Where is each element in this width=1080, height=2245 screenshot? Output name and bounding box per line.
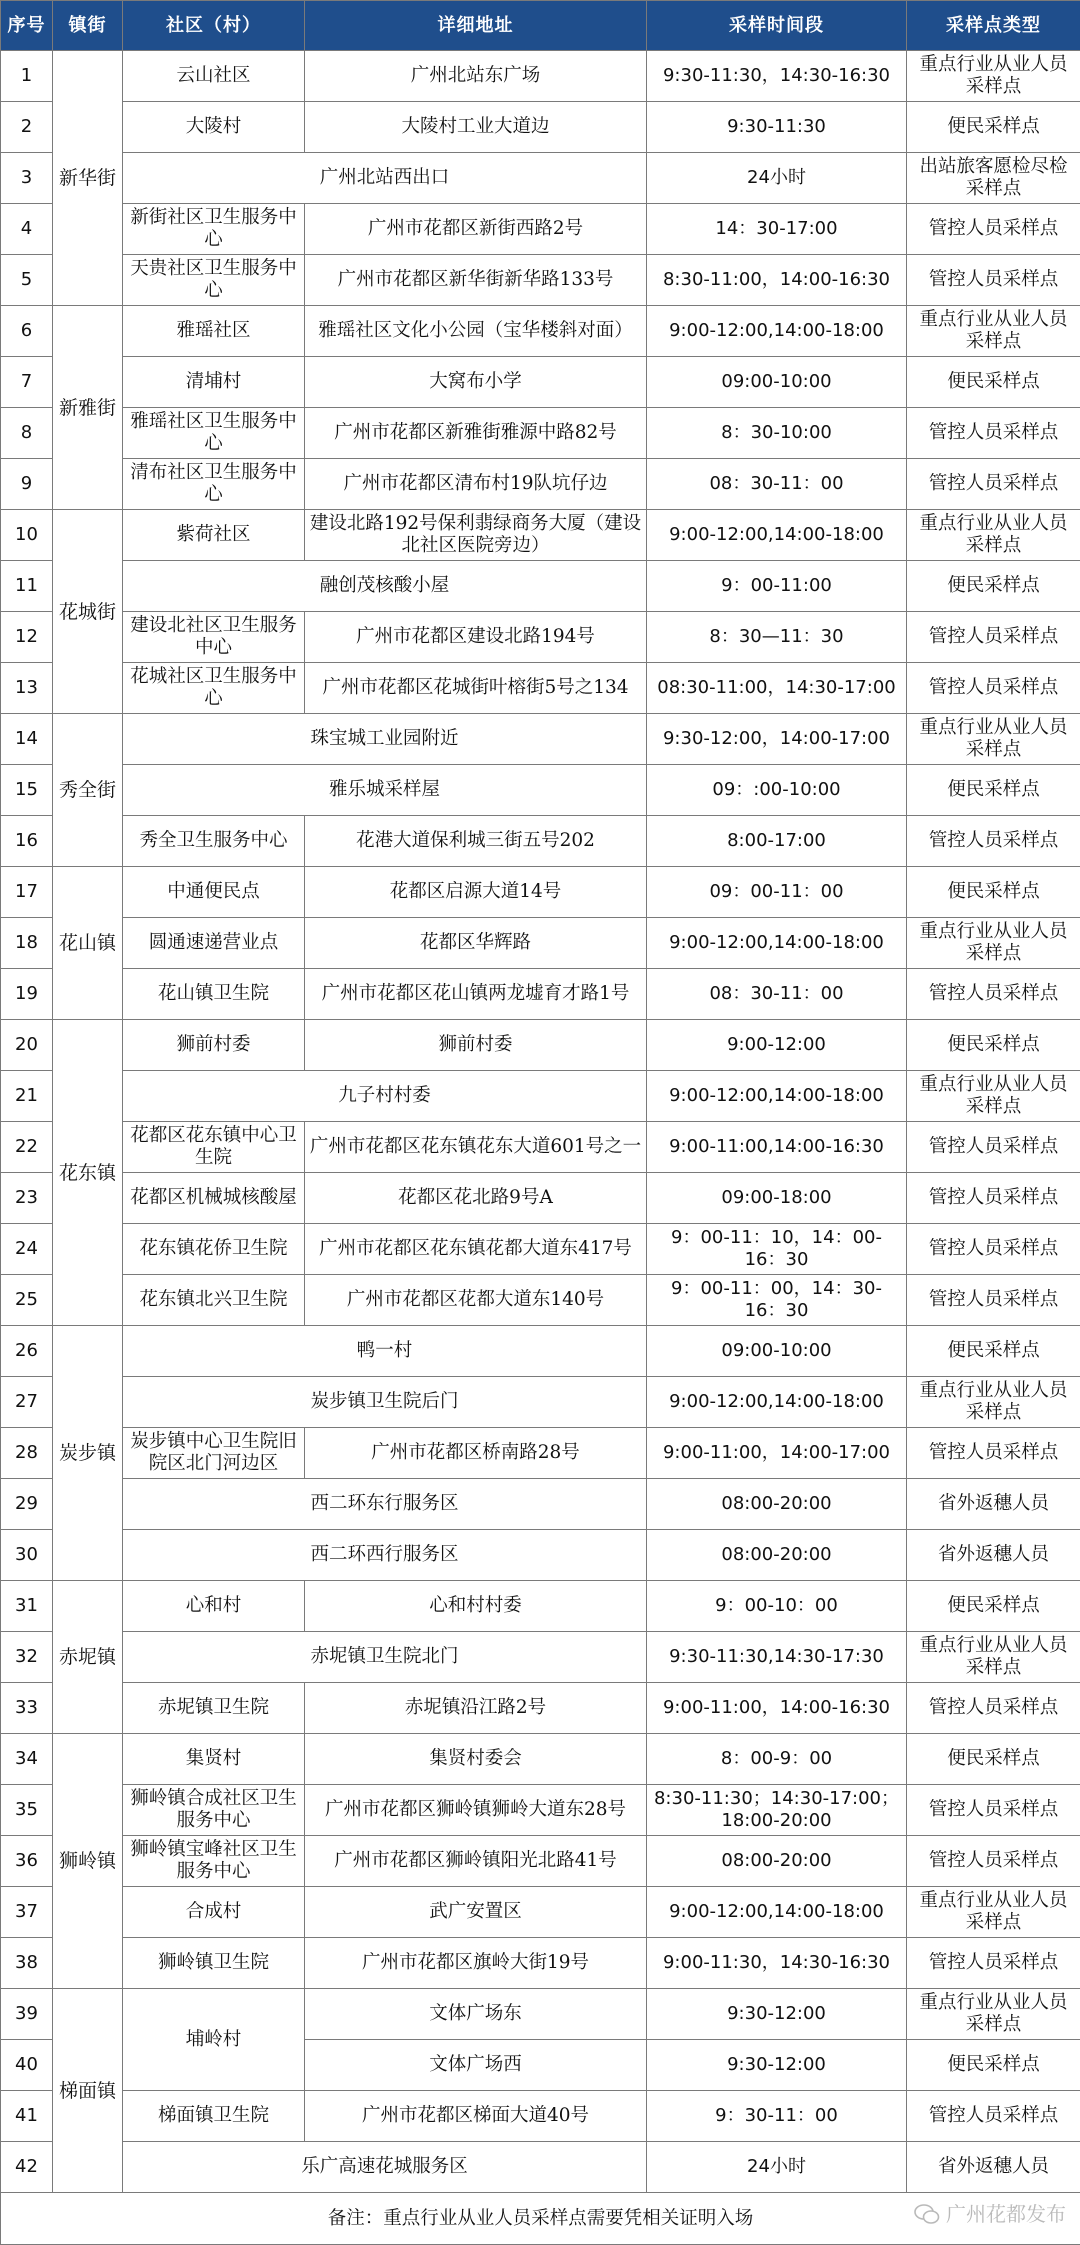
row-index: 21 [1, 1071, 53, 1122]
row-index: 8 [1, 408, 53, 459]
header-time: 采样时间段 [647, 1, 907, 51]
type-cell: 管控人员采样点 [907, 1173, 1080, 1224]
table-row [1, 204, 1080, 255]
row-index: 12 [1, 612, 53, 663]
town-cell: 梯面镇 [53, 1989, 123, 2193]
type-cell: 便民采样点 [907, 102, 1080, 153]
row-index: 16 [1, 816, 53, 867]
header-town: 镇街 [53, 1, 123, 51]
community-cell: 紫荷社区 [123, 510, 305, 561]
time-cell: 9:30-11:30 [647, 102, 907, 153]
table-row [1, 408, 1080, 459]
table-row [1, 102, 1080, 153]
address-cell: 心和村村委 [305, 1581, 647, 1632]
time-cell: 9:00-11:00，14:00-16:30 [647, 1683, 907, 1734]
type-cell: 重点行业从业人员采样点 [907, 714, 1080, 765]
time-cell: 8:30-11:30；14:30-17:00；18:00-20:00 [647, 1785, 907, 1836]
address-cell: 广州市花都区花都大道东140号 [305, 1275, 647, 1326]
community-cell: 花东镇北兴卫生院 [123, 1275, 305, 1326]
type-cell: 管控人员采样点 [907, 1275, 1080, 1326]
time-cell: 14：30-17:00 [647, 204, 907, 255]
type-cell: 便民采样点 [907, 765, 1080, 816]
community-cell: 集贤村 [123, 1734, 305, 1785]
time-cell: 24小时 [647, 153, 907, 204]
address-cell: 文体广场西 [305, 2040, 647, 2091]
time-cell: 9:00-12:00,14:00-18:00 [647, 918, 907, 969]
address-cell: 广州市花都区桥南路28号 [305, 1428, 647, 1479]
community-cell: 雅瑶社区 [123, 306, 305, 357]
row-index: 32 [1, 1632, 53, 1683]
table-row [1, 51, 1080, 102]
type-cell: 管控人员采样点 [907, 1224, 1080, 1275]
table-row [1, 1326, 1080, 1377]
row-index: 39 [1, 1989, 53, 2040]
address-cell: 广州市花都区清布村19队坑仔边 [305, 459, 647, 510]
merged-location-cell: 鸭一村 [123, 1326, 647, 1377]
row-index: 30 [1, 1530, 53, 1581]
community-cell: 新街社区卫生服务中心 [123, 204, 305, 255]
row-index: 31 [1, 1581, 53, 1632]
table-row [1, 1122, 1080, 1173]
time-cell: 8：30—11：30 [647, 612, 907, 663]
town-cell: 秀全街 [53, 714, 123, 867]
table-row [1, 867, 1080, 918]
table-row [1, 816, 1080, 867]
time-cell: 09:00-18:00 [647, 1173, 907, 1224]
row-index: 23 [1, 1173, 53, 1224]
type-cell: 管控人员采样点 [907, 255, 1080, 306]
type-cell: 重点行业从业人员采样点 [907, 918, 1080, 969]
row-index: 17 [1, 867, 53, 918]
community-cell: 狮前村委 [123, 1020, 305, 1071]
table-row [1, 1734, 1080, 1785]
type-cell: 出站旅客愿检尽检采样点 [907, 153, 1080, 204]
table-row [1, 1275, 1080, 1326]
community-cell: 狮岭镇卫生院 [123, 1938, 305, 1989]
table-row [1, 1224, 1080, 1275]
time-cell: 9:00-11:00,14:00-16:30 [647, 1122, 907, 1173]
town-cell: 花山镇 [53, 867, 123, 1020]
footer-note-cell [1, 2193, 1080, 2245]
row-index: 38 [1, 1938, 53, 1989]
address-cell: 狮前村委 [305, 1020, 647, 1071]
type-cell: 管控人员采样点 [907, 408, 1080, 459]
time-cell: 08:00-20:00 [647, 1530, 907, 1581]
time-cell: 9:00-11:00，14:00-17:00 [647, 1428, 907, 1479]
type-cell: 省外返穗人员 [907, 2142, 1080, 2193]
row-index: 18 [1, 918, 53, 969]
row-index: 36 [1, 1836, 53, 1887]
address-cell: 建设北路192号保利翡绿商务大厦（建设北社区医院旁边） [305, 510, 647, 561]
header-index: 序号 [1, 1, 53, 51]
table-row [1, 561, 1080, 612]
time-cell: 9:00-12:00,14:00-18:00 [647, 1377, 907, 1428]
row-index: 19 [1, 969, 53, 1020]
address-cell: 花都区花北路9号A [305, 1173, 647, 1224]
row-index: 13 [1, 663, 53, 714]
community-cell: 圆通速递营业点 [123, 918, 305, 969]
table-row [1, 1785, 1080, 1836]
row-index: 41 [1, 2091, 53, 2142]
community-cell: 大陵村 [123, 102, 305, 153]
time-cell: 9:30-11:30，14:30-16:30 [647, 51, 907, 102]
table-row [1, 459, 1080, 510]
footer-note: 备注：重点行业从业人员采样点需要凭相关证明入场 [328, 2208, 754, 2229]
row-index: 3 [1, 153, 53, 204]
row-index: 1 [1, 51, 53, 102]
address-cell: 广州市花都区狮岭镇阳光北路41号 [305, 1836, 647, 1887]
table-row [1, 663, 1080, 714]
address-cell: 雅瑶社区文化小公园（宝华楼斜对面） [305, 306, 647, 357]
type-cell: 管控人员采样点 [907, 459, 1080, 510]
table-row [1, 2142, 1080, 2193]
community-cell: 埔岭村 [123, 1989, 305, 2091]
type-cell: 管控人员采样点 [907, 1122, 1080, 1173]
address-cell: 广州市花都区花东镇花东大道601号之一 [305, 1122, 647, 1173]
community-cell: 狮岭镇合成社区卫生服务中心 [123, 1785, 305, 1836]
time-cell: 9：00-11:00 [647, 561, 907, 612]
community-cell: 花山镇卫生院 [123, 969, 305, 1020]
address-cell: 集贤村委会 [305, 1734, 647, 1785]
row-index: 29 [1, 1479, 53, 1530]
table-row [1, 1020, 1080, 1071]
table-row [1, 612, 1080, 663]
type-cell: 管控人员采样点 [907, 2091, 1080, 2142]
row-index: 9 [1, 459, 53, 510]
type-cell: 管控人员采样点 [907, 969, 1080, 1020]
header-type: 采样点类型 [907, 1, 1080, 51]
type-cell: 便民采样点 [907, 561, 1080, 612]
table-row [1, 1428, 1080, 1479]
row-index: 33 [1, 1683, 53, 1734]
type-cell: 重点行业从业人员采样点 [907, 1989, 1080, 2040]
watermark [914, 2203, 1066, 2225]
community-cell: 天贵社区卫生服务中心 [123, 255, 305, 306]
address-cell: 广州市花都区梯面大道40号 [305, 2091, 647, 2142]
address-cell: 广州市花都区狮岭镇狮岭大道东28号 [305, 1785, 647, 1836]
row-index: 35 [1, 1785, 53, 1836]
row-index: 2 [1, 102, 53, 153]
time-cell: 09:00-10:00 [647, 1326, 907, 1377]
wechat-icon [914, 2203, 940, 2225]
table-row [1, 1479, 1080, 1530]
address-cell: 广州市花都区花城街叶榕街5号之134 [305, 663, 647, 714]
community-cell: 梯面镇卫生院 [123, 2091, 305, 2142]
time-cell: 08：30-11：00 [647, 969, 907, 1020]
time-cell: 8：30-10:00 [647, 408, 907, 459]
type-cell: 便民采样点 [907, 1581, 1080, 1632]
row-index: 22 [1, 1122, 53, 1173]
type-cell: 管控人员采样点 [907, 1938, 1080, 1989]
address-cell: 文体广场东 [305, 1989, 647, 2040]
merged-location-cell: 西二环西行服务区 [123, 1530, 647, 1581]
table-row [1, 1632, 1080, 1683]
community-cell: 清埔村 [123, 357, 305, 408]
address-cell: 广州市花都区新街西路2号 [305, 204, 647, 255]
table-row [1, 969, 1080, 1020]
merged-location-cell: 珠宝城工业园附近 [123, 714, 647, 765]
type-cell: 重点行业从业人员采样点 [907, 1071, 1080, 1122]
row-index: 27 [1, 1377, 53, 1428]
table-row [1, 1989, 1080, 2040]
time-cell: 9:30-12:00 [647, 2040, 907, 2091]
address-cell: 广州北站东广场 [305, 51, 647, 102]
address-cell: 广州市花都区旗岭大街19号 [305, 1938, 647, 1989]
watermark-text: 广州花都发布 [946, 2203, 1066, 2225]
type-cell: 管控人员采样点 [907, 816, 1080, 867]
address-cell: 大陵村工业大道边 [305, 102, 647, 153]
time-cell: 9:00-12:00 [647, 1020, 907, 1071]
community-cell: 清布社区卫生服务中心 [123, 459, 305, 510]
table-row [1, 1887, 1080, 1938]
table-row [1, 1938, 1080, 1989]
time-cell: 9:30-12:00 [647, 1989, 907, 2040]
time-cell: 8:30-11:00，14:00-16:30 [647, 255, 907, 306]
table-row [1, 2091, 1080, 2142]
row-index: 6 [1, 306, 53, 357]
table-row [1, 357, 1080, 408]
type-cell: 重点行业从业人员采样点 [907, 1887, 1080, 1938]
time-cell: 09：00-11：00 [647, 867, 907, 918]
merged-location-cell: 融创茂核酸小屋 [123, 561, 647, 612]
header-address: 详细地址 [305, 1, 647, 51]
table-row [1, 255, 1080, 306]
community-cell: 狮岭镇宝峰社区卫生服务中心 [123, 1836, 305, 1887]
time-cell: 08:30-11:00，14:30-17:00 [647, 663, 907, 714]
time-cell: 08：30-11：00 [647, 459, 907, 510]
type-cell: 重点行业从业人员采样点 [907, 1377, 1080, 1428]
table-row [1, 1683, 1080, 1734]
address-cell: 广州市花都区新雅街雅源中路82号 [305, 408, 647, 459]
table-row [1, 1071, 1080, 1122]
type-cell: 重点行业从业人员采样点 [907, 306, 1080, 357]
row-index: 26 [1, 1326, 53, 1377]
community-cell: 云山社区 [123, 51, 305, 102]
community-cell: 心和村 [123, 1581, 305, 1632]
address-cell: 广州市花都区建设北路194号 [305, 612, 647, 663]
address-cell: 广州市花都区花山镇两龙墟育才路1号 [305, 969, 647, 1020]
type-cell: 便民采样点 [907, 357, 1080, 408]
merged-location-cell: 赤坭镇卫生院北门 [123, 1632, 647, 1683]
type-cell: 管控人员采样点 [907, 1836, 1080, 1887]
time-cell: 9:00-12:00,14:00-18:00 [647, 510, 907, 561]
row-index: 15 [1, 765, 53, 816]
row-index: 25 [1, 1275, 53, 1326]
table-row [1, 918, 1080, 969]
time-cell: 9：00-10：00 [647, 1581, 907, 1632]
town-cell: 炭步镇 [53, 1326, 123, 1581]
community-cell: 花东镇花侨卫生院 [123, 1224, 305, 1275]
address-cell: 大窝布小学 [305, 357, 647, 408]
table-row [1, 306, 1080, 357]
type-cell: 便民采样点 [907, 1734, 1080, 1785]
type-cell: 便民采样点 [907, 1020, 1080, 1071]
table-row [1, 714, 1080, 765]
table-row [1, 1173, 1080, 1224]
table-row [1, 510, 1080, 561]
merged-location-cell: 九子村村委 [123, 1071, 647, 1122]
community-cell: 合成村 [123, 1887, 305, 1938]
row-index: 10 [1, 510, 53, 561]
address-cell: 赤坭镇沿江路2号 [305, 1683, 647, 1734]
header-row [1, 1, 1080, 51]
town-cell: 赤坭镇 [53, 1581, 123, 1734]
row-index: 14 [1, 714, 53, 765]
type-cell: 管控人员采样点 [907, 612, 1080, 663]
row-index: 20 [1, 1020, 53, 1071]
row-index: 42 [1, 2142, 53, 2193]
merged-location-cell: 广州北站西出口 [123, 153, 647, 204]
time-cell: 9:30-11:30,14:30-17:30 [647, 1632, 907, 1683]
town-cell: 狮岭镇 [53, 1734, 123, 1989]
community-cell: 雅瑶社区卫生服务中心 [123, 408, 305, 459]
address-cell: 广州市花都区花东镇花都大道东417号 [305, 1224, 647, 1275]
address-cell: 武广安置区 [305, 1887, 647, 1938]
row-index: 7 [1, 357, 53, 408]
type-cell: 管控人员采样点 [907, 1785, 1080, 1836]
town-cell: 新华街 [53, 51, 123, 306]
time-cell: 9:00-12:00,14:00-18:00 [647, 1071, 907, 1122]
community-cell: 建设北社区卫生服务中心 [123, 612, 305, 663]
type-cell: 管控人员采样点 [907, 1683, 1080, 1734]
header-community: 社区（村） [123, 1, 305, 51]
table-row [1, 153, 1080, 204]
row-index: 34 [1, 1734, 53, 1785]
type-cell: 省外返穗人员 [907, 1479, 1080, 1530]
community-cell: 中通便民点 [123, 867, 305, 918]
time-cell: 8:00-17:00 [647, 816, 907, 867]
community-cell: 秀全卫生服务中心 [123, 816, 305, 867]
address-cell: 花港大道保利城三街五号202 [305, 816, 647, 867]
community-cell: 炭步镇中心卫生院旧院区北门河边区 [123, 1428, 305, 1479]
merged-location-cell: 炭步镇卫生院后门 [123, 1377, 647, 1428]
type-cell: 便民采样点 [907, 2040, 1080, 2091]
time-cell: 09：:00-10:00 [647, 765, 907, 816]
time-cell: 9：00-11：10，14：00-16：30 [647, 1224, 907, 1275]
table-row [1, 1377, 1080, 1428]
merged-location-cell: 西二环东行服务区 [123, 1479, 647, 1530]
time-cell: 24小时 [647, 2142, 907, 2193]
type-cell: 便民采样点 [907, 867, 1080, 918]
merged-location-cell: 雅乐城采样屋 [123, 765, 647, 816]
town-cell: 花城街 [53, 510, 123, 714]
table-row [1, 1530, 1080, 1581]
time-cell: 9：00-11：00，14：30-16：30 [647, 1275, 907, 1326]
row-index: 4 [1, 204, 53, 255]
type-cell: 重点行业从业人员采样点 [907, 1632, 1080, 1683]
type-cell: 管控人员采样点 [907, 663, 1080, 714]
row-index: 11 [1, 561, 53, 612]
type-cell: 管控人员采样点 [907, 204, 1080, 255]
time-cell: 08:00-20:00 [647, 1836, 907, 1887]
time-cell: 9:00-12:00,14:00-18:00 [647, 1887, 907, 1938]
time-cell: 8：00-9：00 [647, 1734, 907, 1785]
type-cell: 省外返穗人员 [907, 1530, 1080, 1581]
row-index: 37 [1, 1887, 53, 1938]
community-cell: 花都区花东镇中心卫生院 [123, 1122, 305, 1173]
time-cell: 9:00-11:30，14:30-16:30 [647, 1938, 907, 1989]
merged-location-cell: 乐广高速花城服务区 [123, 2142, 647, 2193]
community-cell: 花城社区卫生服务中心 [123, 663, 305, 714]
time-cell: 09:00-10:00 [647, 357, 907, 408]
row-index: 28 [1, 1428, 53, 1479]
row-index: 5 [1, 255, 53, 306]
time-cell: 9：30-11：00 [647, 2091, 907, 2142]
row-index: 40 [1, 2040, 53, 2091]
type-cell: 重点行业从业人员采样点 [907, 51, 1080, 102]
time-cell: 9:30-12:00，14:00-17:00 [647, 714, 907, 765]
table-body [1, 51, 1080, 2193]
address-cell: 广州市花都区新华街新华路133号 [305, 255, 647, 306]
type-cell: 管控人员采样点 [907, 1428, 1080, 1479]
footer-row [1, 2193, 1080, 2245]
time-cell: 9:00-12:00,14:00-18:00 [647, 306, 907, 357]
table-row [1, 765, 1080, 816]
town-cell: 新雅街 [53, 306, 123, 510]
table-row [1, 1836, 1080, 1887]
address-cell: 花都区启源大道14号 [305, 867, 647, 918]
row-index: 24 [1, 1224, 53, 1275]
community-cell: 花都区机械城核酸屋 [123, 1173, 305, 1224]
table-row [1, 1581, 1080, 1632]
town-cell: 花东镇 [53, 1020, 123, 1326]
community-cell: 赤坭镇卫生院 [123, 1683, 305, 1734]
address-cell: 花都区华辉路 [305, 918, 647, 969]
type-cell: 便民采样点 [907, 1326, 1080, 1377]
type-cell: 重点行业从业人员采样点 [907, 510, 1080, 561]
time-cell: 08:00-20:00 [647, 1479, 907, 1530]
